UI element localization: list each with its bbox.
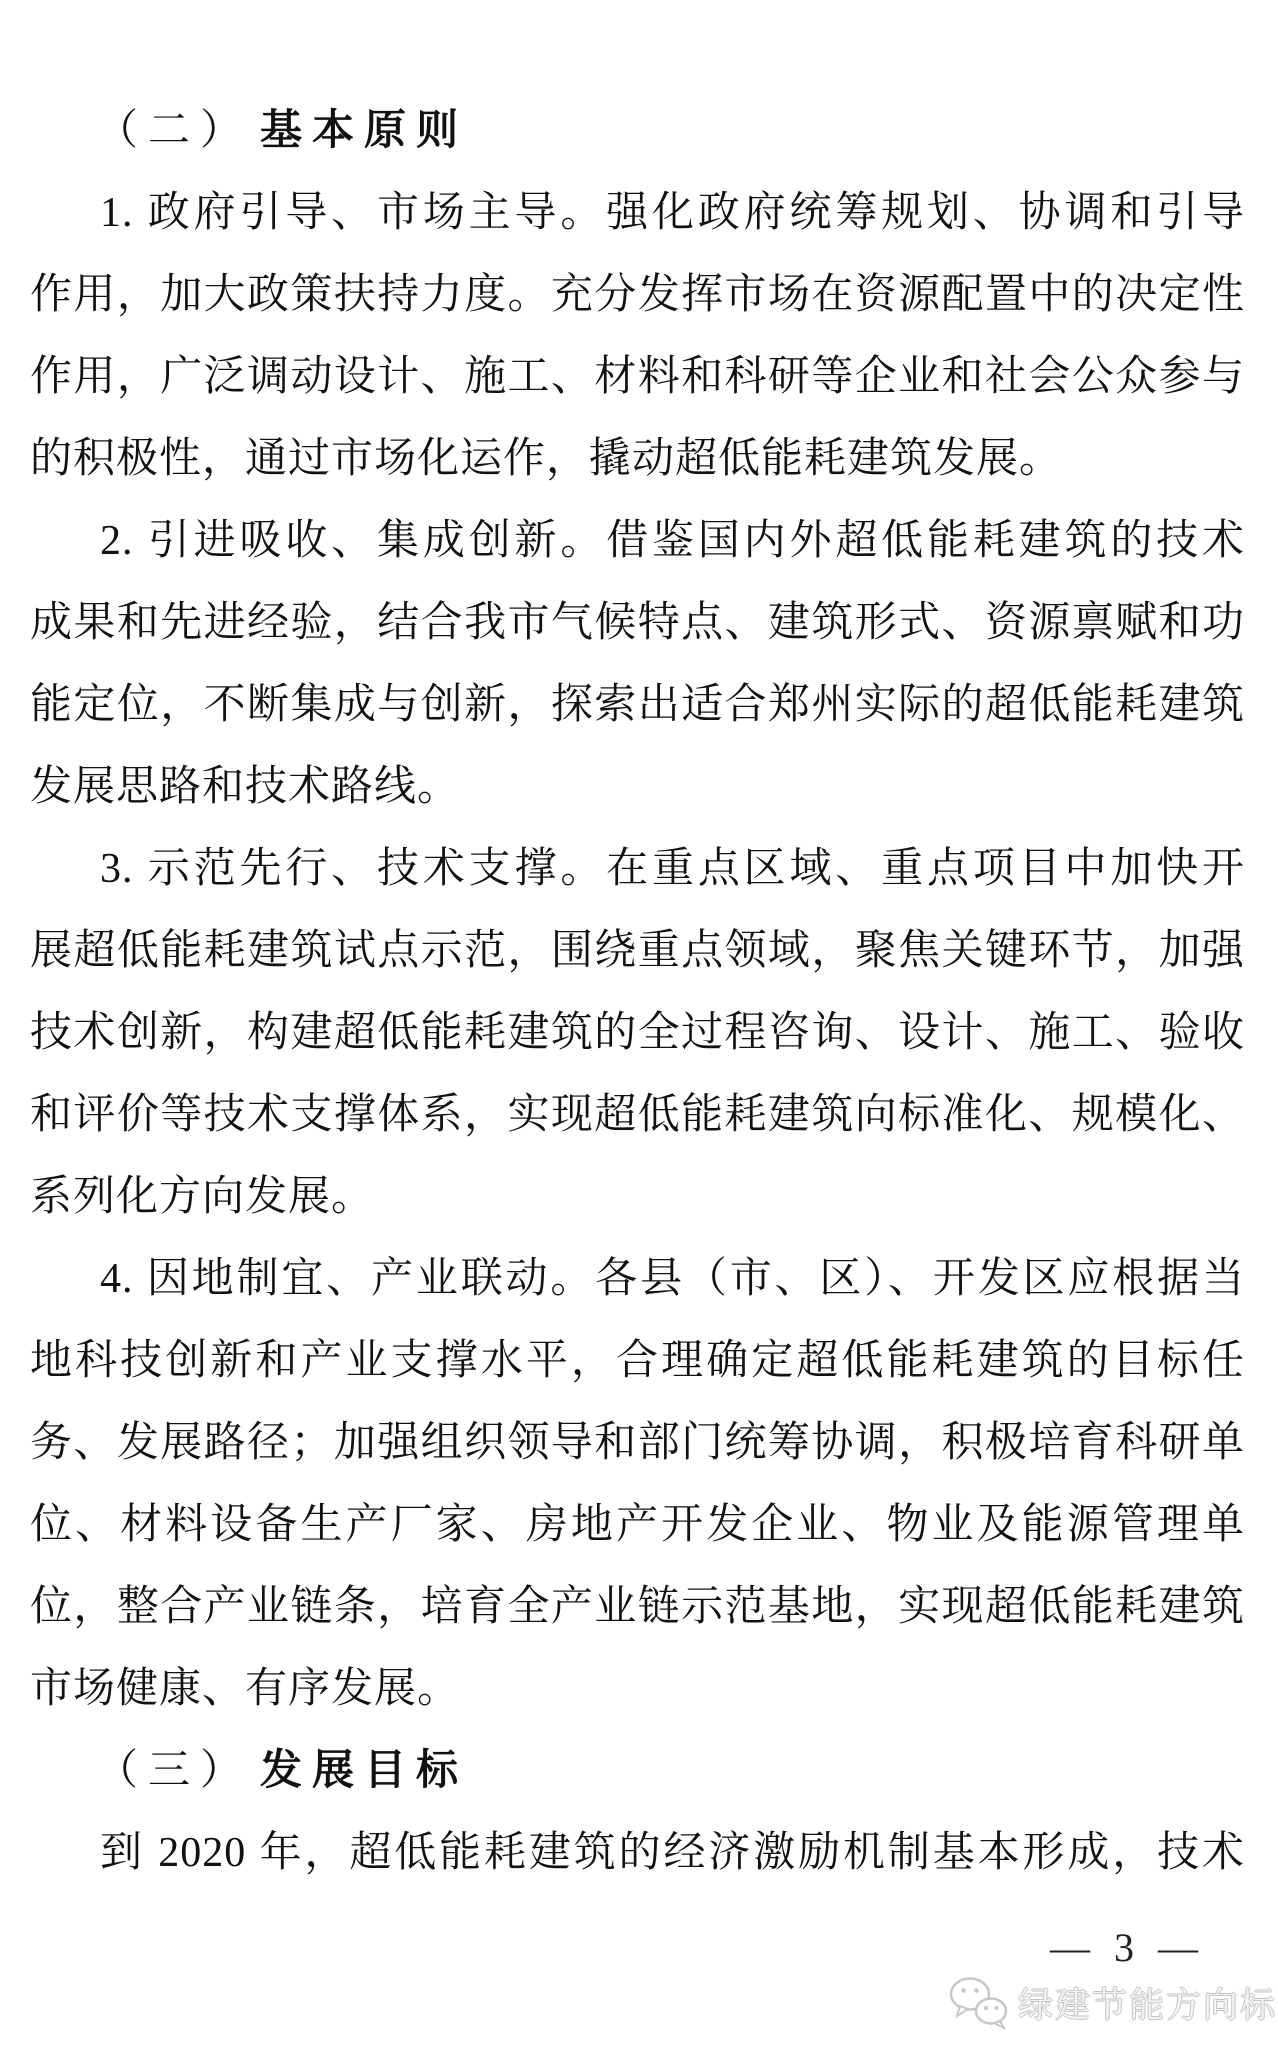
text-line: 的积极性，通过市场化运作，撬动超低能耗建筑发展。 [30, 436, 1063, 482]
text-line: 作用，加大政策扶持力度。充分发挥市场在资源配置中的决定性 [30, 272, 1245, 318]
heading-marker: （二） [96, 108, 253, 154]
text-line: 成果和先进经验，结合我市气候特点、建筑形式、资源禀赋和功 [30, 600, 1245, 646]
text-line: 地科技创新和产业支撑水平，合理确定超低能耗建筑的目标任 [30, 1338, 1245, 1384]
heading-title: 基本原则 [260, 108, 469, 154]
watermark [948, 1976, 1277, 2030]
text-line: 市场健康、有序发展。 [30, 1666, 461, 1712]
text-line: 系列化方向发展。 [30, 1174, 375, 1220]
paragraph-2 [30, 500, 1245, 828]
text-line: 4. 因地制宜、产业联动。各县（市、区）、开发区应根据当 [100, 1256, 1245, 1302]
document-body [30, 90, 1245, 1894]
text-line: 技术创新，构建超低能耗建筑的全过程咨询、设计、施工、验收 [30, 1010, 1245, 1056]
heading-marker: （三） [96, 1748, 253, 1794]
text-line: 2. 引进吸收、集成创新。借鉴国内外超低能耗建筑的技术 [100, 518, 1245, 564]
section-heading-2 [30, 90, 1245, 172]
page-number [1050, 1924, 1198, 1971]
text-line: 位、材料设备生产厂家、房地产开发企业、物业及能源管理单 [30, 1502, 1245, 1548]
text-line: 务、发展路径；加强组织领导和部门统筹协调，积极培育科研单 [30, 1420, 1245, 1466]
paragraph-5 [30, 1812, 1245, 1894]
watermark-text: 绿建节能方向标 [1018, 1986, 1278, 2025]
text-line: 到 2020 年，超低能耗建筑的经济激励机制基本形成，技术 [100, 1830, 1245, 1876]
wechat-icon [948, 1976, 1010, 2030]
section-heading-3 [30, 1730, 1245, 1812]
paragraph-1 [30, 172, 1245, 500]
text-line: 1. 政府引导、市场主导。强化政府统筹规划、协调和引导 [100, 190, 1245, 236]
text-line: 3. 示范先行、技术支撑。在重点区域、重点项目中加快开 [100, 846, 1245, 892]
paragraph-3 [30, 828, 1245, 1238]
page-number-dash-right: — [1158, 1925, 1198, 1970]
text-line: 作用，广泛调动设计、施工、材料和科研等企业和社会公众参与 [30, 354, 1245, 400]
text-line: 位，整合产业链条，培育全产业链示范基地，实现超低能耗建筑 [30, 1584, 1245, 1630]
text-line: 和评价等技术支撑体系，实现超低能耗建筑向标准化、规模化、 [30, 1092, 1245, 1138]
heading-line [30, 1730, 1245, 1812]
page-number-dash-left: — [1050, 1925, 1090, 1970]
page-number-value: 3 [1114, 1925, 1134, 1970]
heading-title: 发展目标 [260, 1748, 469, 1794]
heading-line [30, 90, 1245, 172]
text-line: 能定位，不断集成与创新，探索出适合郑州实际的超低能耗建筑 [30, 682, 1245, 728]
text-line: 发展思路和技术路线。 [30, 764, 461, 810]
text-line: 展超低能耗建筑试点示范，围绕重点领域，聚焦关键环节，加强 [30, 928, 1245, 974]
paragraph-4 [30, 1238, 1245, 1730]
